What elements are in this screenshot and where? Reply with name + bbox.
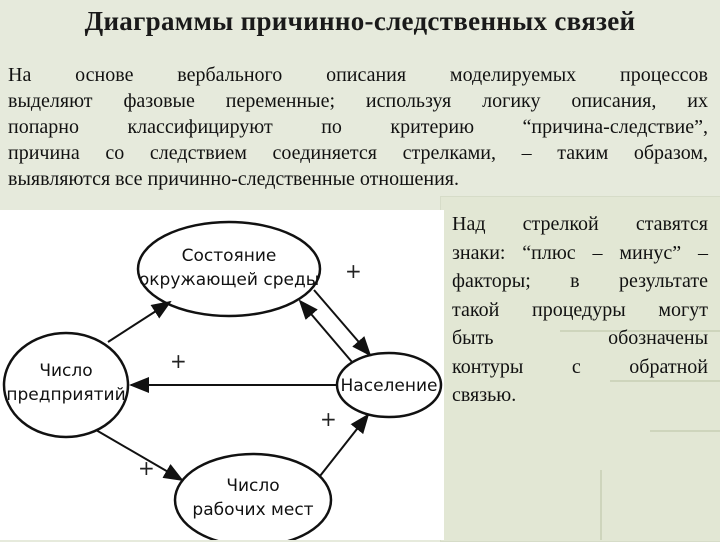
- intro-line: попарно классифицируют по критерию “причина-следствие”,: [8, 116, 708, 138]
- edge-sign: +: [320, 407, 337, 431]
- edge-sign: +: [138, 456, 155, 480]
- side-line: быть обозначены: [452, 327, 708, 349]
- side-paragraph: [452, 210, 708, 410]
- intro-line: причина со следствием соединяется стрелками, – таким образом,: [8, 142, 708, 164]
- edge-sign: +: [345, 259, 362, 283]
- side-line: Над стрелкой ставятся: [452, 213, 708, 235]
- side-line: связью.: [452, 384, 517, 406]
- slide-title: Диаграммы причинно-следственных связей: [84, 6, 636, 36]
- intro-line: выделяют фазовые переменные; используя логику описания, их: [8, 90, 708, 112]
- side-line: контуры с обратной: [452, 355, 708, 378]
- edge-sign: +: [170, 349, 187, 373]
- intro-line: выявляются все причинно-следственные отношения.: [8, 168, 459, 190]
- node-environment-label: окружающей среды: [138, 270, 320, 290]
- background-line: [600, 470, 602, 540]
- node-jobs-label: рабочих мест: [192, 500, 314, 520]
- side-line: такой процедуры могут: [452, 298, 708, 321]
- intro-line: На основе вербального описания моделируемых процессов: [8, 64, 708, 86]
- causal-diagram: [0, 210, 444, 540]
- node-enterprises-label: Число: [39, 361, 93, 381]
- intro-paragraph: [8, 62, 708, 192]
- node-environment-label: Состояние: [181, 246, 277, 266]
- node-population-label: Население: [340, 376, 438, 396]
- background-line: [650, 430, 720, 432]
- node-enterprises-label: предприятий: [6, 385, 126, 405]
- side-line: факторы; в результате: [452, 270, 708, 292]
- node-jobs-label: Число: [226, 476, 280, 496]
- side-line: знаки: “плюс – минус” –: [452, 241, 708, 264]
- causal-diagram-svg: [0, 210, 444, 540]
